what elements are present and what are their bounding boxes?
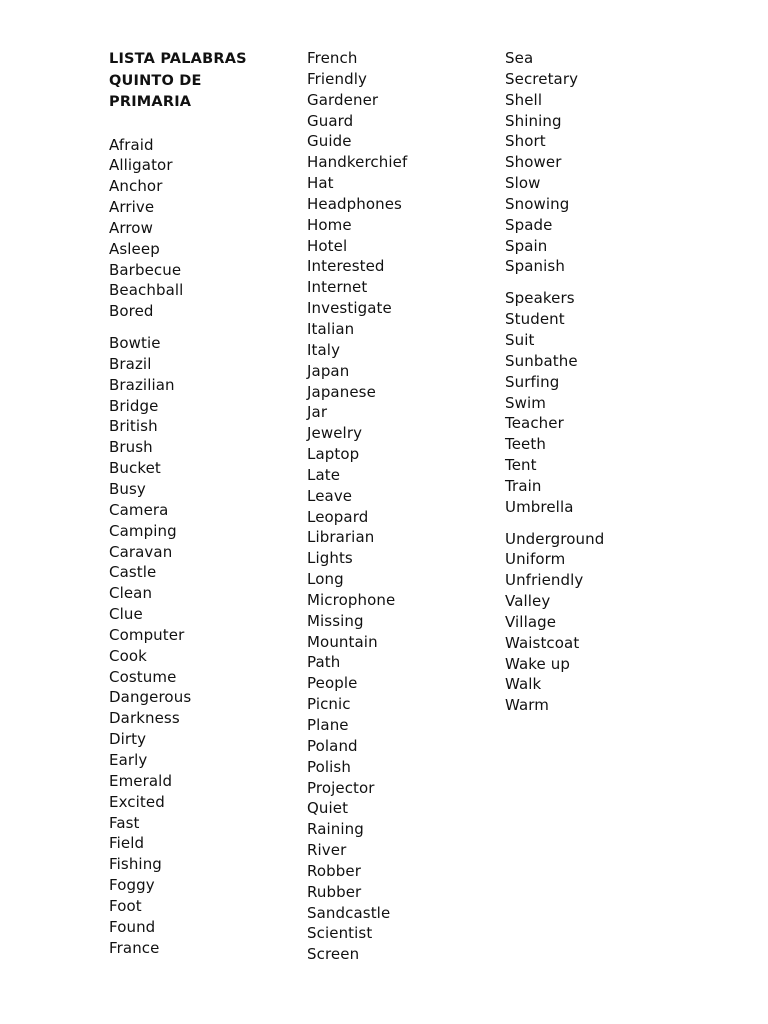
- word-item: Computer: [109, 625, 185, 644]
- word-item: Brazil: [109, 354, 152, 373]
- word-group: [109, 333, 299, 958]
- word-item: Dangerous: [109, 688, 192, 707]
- word-group: [505, 529, 695, 717]
- word-item: Barbecue: [109, 260, 182, 279]
- word-item: Projector: [307, 778, 375, 797]
- word-item: Field: [109, 834, 145, 853]
- word-item: Arrive: [109, 198, 155, 217]
- word-item: Headphones: [307, 194, 402, 213]
- word-item: Tent: [505, 456, 537, 475]
- word-item: Lights: [307, 549, 353, 568]
- word-item: Robber: [307, 861, 361, 880]
- word-item: Poland: [307, 736, 358, 755]
- word-item: Camera: [109, 500, 169, 519]
- word-item: Missing: [307, 611, 364, 630]
- word-item: Surfing: [505, 372, 560, 391]
- word-item: Secretary: [505, 69, 579, 88]
- word-item: Laptop: [307, 445, 360, 464]
- word-item: Friendly: [307, 69, 367, 88]
- word-item: Late: [307, 465, 341, 484]
- word-item: Waistcoat: [505, 633, 580, 652]
- word-item: Guard: [307, 111, 354, 130]
- word-item: Librarian: [307, 528, 375, 547]
- word-item: Valley: [505, 592, 551, 611]
- word-item: Busy: [109, 480, 146, 498]
- word-item: Gardener: [307, 90, 379, 109]
- word-item: Found: [109, 917, 156, 936]
- word-item: Asleep: [109, 239, 160, 258]
- word-item: Student: [505, 310, 565, 329]
- word-item: Cook: [109, 646, 147, 665]
- word-group: [109, 135, 299, 323]
- word-item: Speakers: [505, 289, 575, 308]
- word-item: Quiet: [307, 799, 349, 818]
- word-group: [505, 288, 695, 517]
- word-item: Shower: [505, 153, 562, 172]
- word-item: Brazilian: [109, 375, 175, 394]
- word-item: Spain: [505, 236, 548, 255]
- word-item: Village: [505, 612, 557, 631]
- word-item: Picnic: [307, 695, 351, 714]
- word-item: Alligator: [109, 156, 173, 175]
- word-item: Japan: [307, 361, 350, 380]
- word-item: Teeth: [505, 435, 546, 454]
- word-item: Spanish: [505, 257, 565, 276]
- word-item: Plane: [307, 716, 349, 734]
- word-item: Handkerchief: [307, 153, 408, 172]
- word-item: Suit: [505, 330, 535, 349]
- word-item: Emerald: [109, 771, 173, 790]
- word-item: Foot: [109, 896, 142, 915]
- word-item: Internet: [307, 278, 368, 297]
- word-item: Bridge: [109, 396, 159, 415]
- word-item: Microphone: [307, 590, 396, 609]
- page-title: [109, 48, 299, 114]
- word-item: Clean: [109, 584, 153, 603]
- word-item: Caravan: [109, 542, 173, 561]
- word-item: Bored: [109, 302, 154, 321]
- word-item: France: [109, 938, 160, 957]
- word-item: Long: [307, 570, 344, 589]
- word-item: Darkness: [109, 709, 180, 728]
- word-item: Uniform: [505, 550, 566, 569]
- word-group: [505, 48, 695, 277]
- word-item: Warm: [505, 696, 549, 715]
- word-item: Bowtie: [109, 334, 161, 353]
- word-item: Foggy: [109, 876, 155, 895]
- word-item: Bucket: [109, 459, 161, 478]
- word-item: Short: [505, 132, 546, 151]
- word-item: Early: [109, 750, 148, 769]
- word-item: Walk: [505, 675, 542, 694]
- word-item: Swim: [505, 393, 546, 412]
- word-item: Fishing: [109, 855, 162, 874]
- word-item: Jar: [307, 403, 328, 422]
- word-item: Rubber: [307, 882, 362, 901]
- word-item: Excited: [109, 792, 165, 811]
- word-item: Italy: [307, 340, 341, 359]
- word-item: Home: [307, 215, 352, 234]
- word-column-2: [307, 48, 497, 965]
- word-item: Hotel: [307, 236, 348, 255]
- word-item: Sandcastle: [307, 903, 391, 922]
- word-item: Leave: [307, 486, 353, 505]
- word-item: Beachball: [109, 281, 184, 300]
- word-item: Snowing: [505, 194, 570, 213]
- word-item: Brush: [109, 438, 153, 457]
- word-item: Train: [505, 476, 542, 495]
- word-item: Raining: [307, 820, 364, 839]
- word-item: Guide: [307, 132, 352, 151]
- word-item: Sunbathe: [505, 351, 578, 370]
- word-column-1: [109, 48, 299, 958]
- word-item: Mountain: [307, 632, 378, 651]
- word-item: Camping: [109, 521, 177, 540]
- word-item: Leopard: [307, 507, 369, 526]
- word-item: Japanese: [307, 382, 376, 401]
- word-item: Interested: [307, 257, 385, 276]
- word-column-3: [505, 48, 695, 716]
- word-item: Path: [307, 653, 341, 672]
- word-item: Italian: [307, 319, 355, 338]
- title-line: QUINTO DE: [109, 72, 202, 89]
- word-item: Afraid: [109, 135, 154, 154]
- word-item: Screen: [307, 945, 360, 964]
- word-item: Underground: [505, 529, 605, 548]
- word-item: Dirty: [109, 730, 147, 749]
- word-item: Shell: [505, 90, 543, 109]
- word-item: Arrow: [109, 218, 153, 237]
- word-item: Spade: [505, 215, 553, 234]
- word-group: [307, 48, 497, 965]
- word-item: Teacher: [505, 414, 564, 433]
- word-item: Investigate: [307, 299, 392, 318]
- word-item: French: [307, 49, 358, 67]
- title-line: LISTA PALABRAS: [109, 51, 247, 67]
- word-item: Hat: [307, 174, 334, 193]
- word-item: Jewelry: [307, 424, 363, 443]
- word-item: Slow: [505, 174, 541, 193]
- word-item: Sea: [505, 49, 534, 67]
- word-item: People: [307, 674, 358, 693]
- word-item: Umbrella: [505, 497, 574, 516]
- title-line: PRIMARIA: [109, 94, 192, 110]
- word-item: River: [307, 841, 347, 860]
- word-item: Scientist: [307, 924, 373, 943]
- word-item: Shining: [505, 111, 562, 130]
- word-item: British: [109, 417, 158, 436]
- word-item: Costume: [109, 667, 177, 686]
- word-item: Castle: [109, 563, 157, 582]
- word-item: Clue: [109, 605, 143, 624]
- word-item: Anchor: [109, 177, 163, 196]
- word-item: Fast: [109, 813, 140, 832]
- word-item: Unfriendly: [505, 571, 584, 590]
- word-item: Polish: [307, 757, 351, 776]
- word-item: Wake up: [505, 654, 570, 673]
